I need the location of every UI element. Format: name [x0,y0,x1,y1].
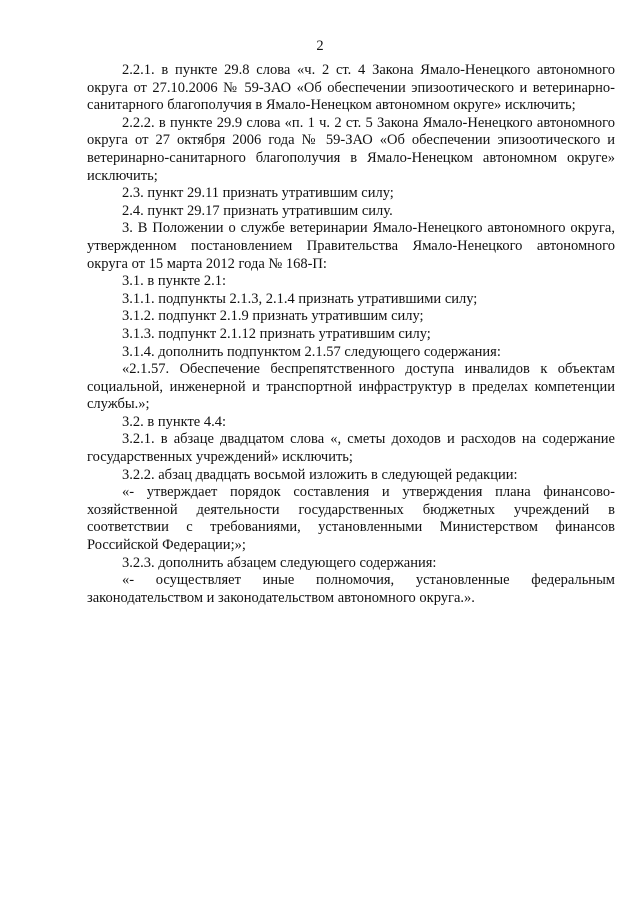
paragraph-2-4: 2.4. пункт 29.17 признать утратившим силу. [122,202,393,219]
paragraph-3: 3. В Положении о службе ветеринарии Ямало-Ненецкого автономного округа, утвержденном постановлением Правительства Ямало-Ненецкого автономного округа от 15 марта 2012 года № 168-П: [87,220,615,272]
paragraph-3-2-2: 3.2.2. абзац двадцать восьмой изложить в следующей редакции: [122,466,518,483]
paragraph-2-2-1: 2.2.1. в пункте 29.8 слова «ч. 2 ст. 4 Закона Ямало-Ненецкого автономного округа от 27.10.2006 № 59-ЗАО «Об обеспечении эпизоотического и ветеринарно-санитарного благополучия в Ямало-Ненецком автономном округе» исключить; [87,62,615,114]
quote-paragraph-28: «- утверждает порядок составления и утверждения плана финансово-хозяйственной деятельности государственных бюджетных учреждений в соответствии с требованиями, установленными Министерством финансов Российской Федерации;»; [87,484,615,554]
quote-new-paragraph: «- осуществляет иные полномочия, установленные федеральным законодательством и законодательством автономного округа.». [87,572,615,606]
paragraph-2-3: 2.3. пункт 29.11 признать утратившим силу; [122,185,394,202]
paragraph-3-2-1: 3.2.1. в абзаце двадцатом слова «, сметы доходов и расходов на содержание государственных учреждений» исключить; [87,431,615,466]
paragraph-3-1-2: 3.1.2. подпункт 2.1.9 признать утратившим силу; [122,308,424,325]
page-number: 2 [316,38,324,54]
paragraph-3-2: 3.2. в пункте 4.4: [122,413,227,430]
quote-2-1-57: «2.1.57. Обеспечение беспрепятственного доступа инвалидов к объектам социальной, инженерной и транспортной инфраструктур в пределах компетенции службы.»; [87,361,615,413]
paragraph-3-2-3: 3.2.3. дополнить абзацем следующего содержания: [122,554,437,571]
paragraph-3-1-3: 3.1.3. подпункт 2.1.12 признать утратившим силу; [122,325,431,342]
paragraph-2-2-2: 2.2.2. в пункте 29.9 слова «п. 1 ч. 2 ст. 5 Закона Ямало-Ненецкого автономного округа от 27 октября 2006 года № 59-ЗАО «Об обеспечении эпизоотического и ветеринарно-санитарного благополучия в Ямало-Ненецком автономном округе» исключить; [87,114,615,184]
document-body [87,62,615,607]
paragraph-3-1-4: 3.1.4. дополнить подпунктом 2.1.57 следующего содержания: [122,343,501,360]
paragraph-3-1-1: 3.1.1. подпункты 2.1.3, 2.1.4 признать утратившими силу; [122,290,478,307]
paragraph-3-1: 3.1. в пункте 2.1: [122,273,227,290]
